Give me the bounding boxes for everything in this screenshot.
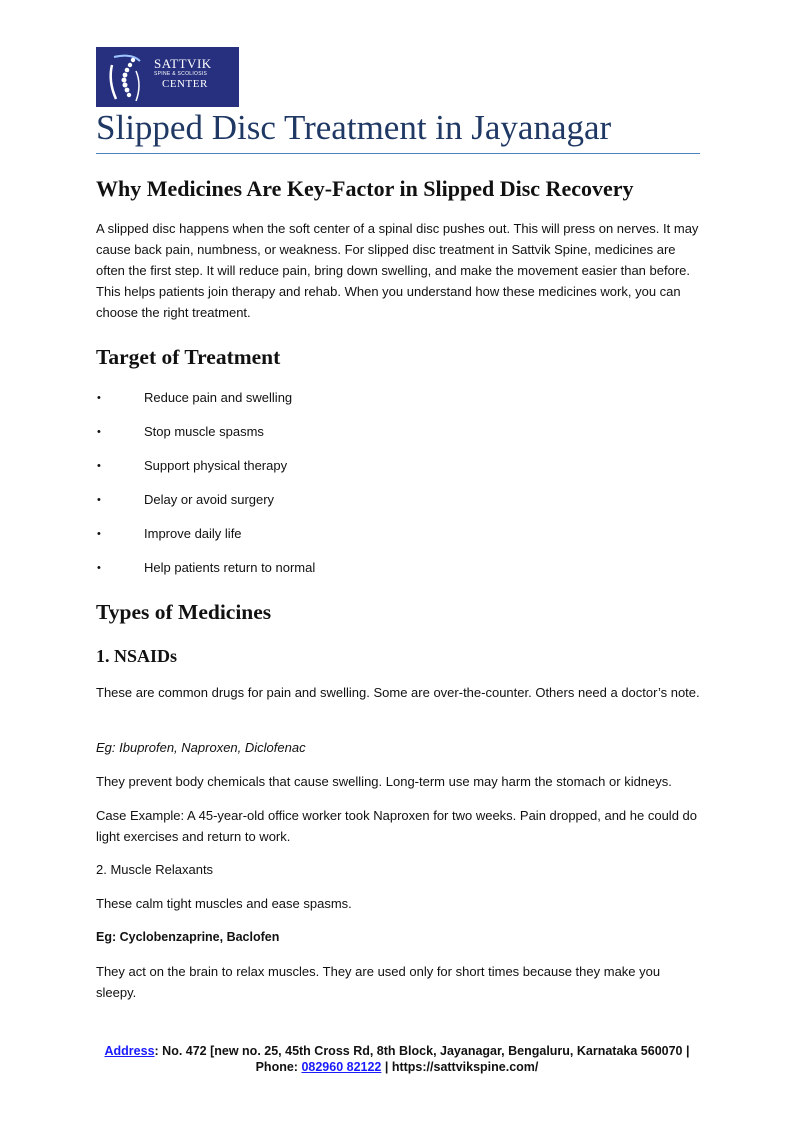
logo-sub: CENTER xyxy=(162,78,208,90)
nsaids-heading: 1. NSAIDs xyxy=(96,646,178,666)
list-item-text: Stop muscle spasms xyxy=(144,424,264,439)
nsaids-examples: Eg: Ibuprofen, Naproxen, Diclofenac xyxy=(96,740,306,755)
list-item-text: Reduce pain and swelling xyxy=(144,390,293,405)
list-item-text: Support physical therapy xyxy=(144,458,288,473)
page-title: Slipped Disc Treatment in Jayanagar xyxy=(96,108,612,147)
list-item xyxy=(96,388,696,422)
relaxants-description: These calm tight muscles and ease spasms. xyxy=(96,896,352,911)
list-item xyxy=(96,558,696,592)
spine-icon xyxy=(106,51,150,105)
nsaids-action: They prevent body chemicals that cause swelling. Long-term use may harm the stomach or kidneys. xyxy=(96,774,672,789)
list-item xyxy=(96,456,696,490)
bullet-icon: • xyxy=(97,392,101,404)
intro-paragraph: A slipped disc happens when the soft center of a spinal disc pushes out. This will press on nerves. It may cause back pain, numbness, or weakness. For slipped disc treatment in Sattvik Spine, medicines are often the first step. It will reduce pain, bring down swelling, and make the movement easier than before. This helps patients join therapy and rehab. When you understand how these medicines work, you can choose the right treatment. xyxy=(96,221,699,320)
types-heading: Types of Medicines xyxy=(96,600,272,624)
intro-heading: Why Medicines Are Key-Factor in Slipped Disc Recovery xyxy=(96,176,634,201)
sattvik-logo xyxy=(96,47,239,107)
list-item-text: Improve daily life xyxy=(144,526,242,541)
address-text: : No. 472 [new no. 25, 45th Cross Rd, 8th Block, Jayanagar, Bengaluru, Karnataka 560070 | Phone: xyxy=(154,1044,690,1074)
relaxants-examples: Eg: Cyclobenzaprine, Baclofen xyxy=(96,930,280,944)
nsaids-case-example: Case Example: A 45-year-old office worker took Naproxen for two weeks. Pain dropped, and he could do light exercises and return to work. xyxy=(96,808,697,844)
list-item xyxy=(96,422,696,456)
website-text: | https://sattvikspine.com/ xyxy=(381,1060,539,1074)
phone-link[interactable]: 082960 82122 xyxy=(301,1060,382,1074)
logo-name: SATTVIK xyxy=(154,56,212,71)
bullet-icon: • xyxy=(97,494,101,506)
bullet-icon: • xyxy=(97,528,101,540)
list-item xyxy=(96,524,696,558)
logo-tagline: SPINE & SCOLIOSIS xyxy=(154,71,208,77)
bullet-icon: • xyxy=(97,562,101,574)
relaxants-heading: 2. Muscle Relaxants xyxy=(96,862,214,877)
relaxants-action: They act on the brain to relax muscles. They are used only for short times because they make you sleepy. xyxy=(96,964,661,1000)
targets-list xyxy=(96,388,696,592)
footer-address xyxy=(90,1043,704,1075)
title-divider xyxy=(96,153,700,154)
list-item xyxy=(96,490,696,524)
bullet-icon: • xyxy=(97,426,101,438)
bullet-icon: • xyxy=(97,460,101,472)
address-link[interactable]: Address xyxy=(104,1044,155,1058)
nsaids-description: These are common drugs for pain and swelling. Some are over-the-counter. Others need a doctor’s note. xyxy=(96,685,700,700)
list-item-text: Delay or avoid surgery xyxy=(144,492,275,507)
targets-heading: Target of Treatment xyxy=(96,345,281,369)
list-item-text: Help patients return to normal xyxy=(144,560,316,575)
